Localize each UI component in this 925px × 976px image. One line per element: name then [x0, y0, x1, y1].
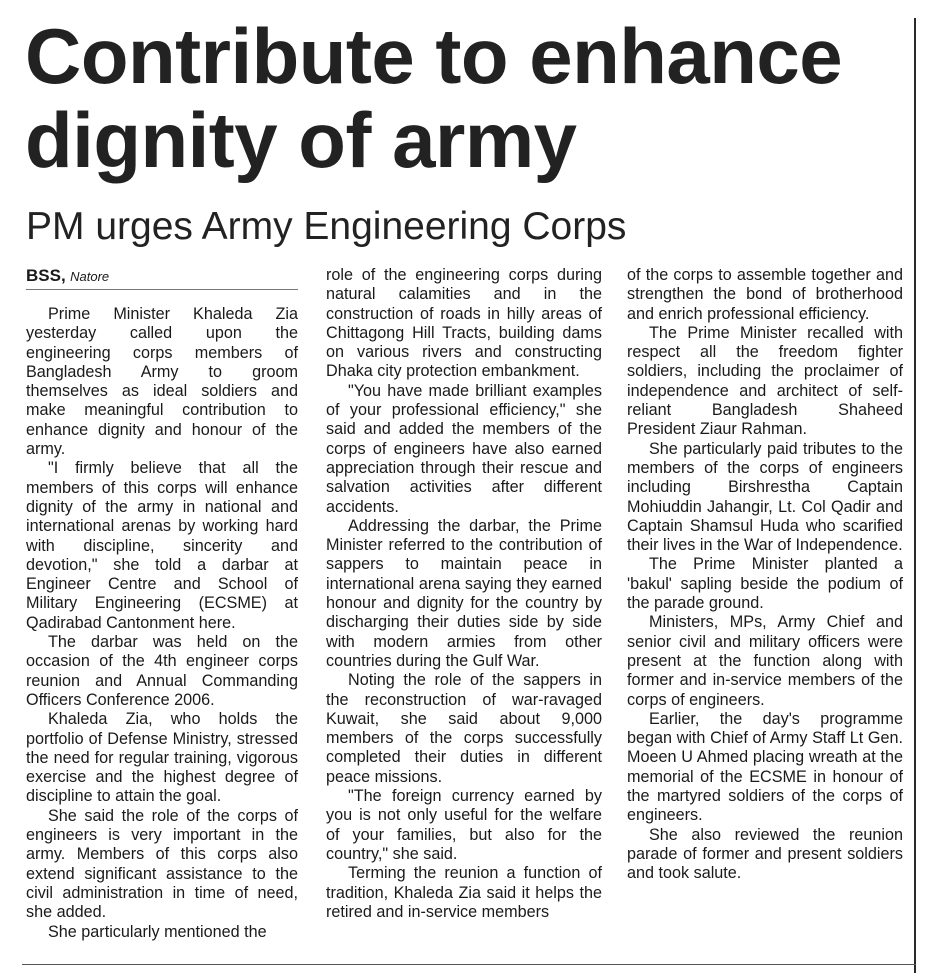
paragraph: "The foreign currency earned by you is not only useful for the welfare of your families, but also for the country," she said. [326, 787, 602, 863]
paragraph: She particularly paid tributes to the members of the corps of engineers including Birshrestha Captain Mohiuddin Jahangir, Lt. Col Qadir and Captain Shamsul Huda who scarified their lives in the War of Independence. [627, 439, 903, 555]
byline-rule [26, 289, 298, 290]
paragraph: The Prime Minister recalled with respect all the freedom fighter soldiers, including the proclaimer of independence and architect of self-reliant Bangladesh Shaheed President Ziaur Rahman. [627, 323, 903, 439]
article-column-1 [26, 305, 298, 942]
paragraph: Khaleda Zia, who holds the portfolio of Defense Ministry, stressed the need for regular training, vigorous exercise and the highest degree of discipline to attain the goal. [26, 710, 298, 806]
paragraph: She particularly mentioned the [48, 922, 267, 941]
paragraph: Noting the role of the sappers in the reconstruction of war-ravaged Kuwait, she said about 9,000 members of the corps successfully completed their duties in different peace missions. [326, 671, 602, 786]
page-rule-bottom [22, 964, 916, 965]
paragraph: Addressing the darbar, the Prime Minister referred to the contribution of sappers to maintain peace in international arena saying they earned honour and dignity for the country by discharging their duties side by side with modern armies from other countries during the Gulf War. [326, 516, 602, 670]
paragraph: role of the engineering corps during natural calamities and in the construction of roads in hilly areas of Chittagong Hill Tracts, building dams on various rivers and constructing Dhaka city protection embankment. [326, 266, 602, 381]
paragraph: "You have made brilliant examples of your professional efficiency," she said and added the members of the corps of engineers have also earned appreciation through their rescue and salvation activities after different accidents. [326, 381, 602, 516]
paragraph: of the corps to assemble together and strengthen the bond of brotherhood and enrich professional efficiency. [627, 266, 903, 323]
byline [26, 266, 298, 287]
column-rule-right [914, 18, 916, 973]
headline: Contribute to enhance dignity of army [25, 12, 843, 184]
paragraph: The darbar was held on the occasion of the 4th engineer corps reunion and Annual Commanding Officers Conference 2006. [26, 633, 298, 709]
article-column-3 [627, 266, 903, 884]
paragraph: She said the role of the corps of engineers is very important in the army. Members of this corps also extend significant assistance to the civil administration in time of need, she added. [26, 806, 298, 922]
paragraph: Earlier, the day's programme began with Chief of Army Staff Lt Gen. Moeen U Ahmed placing wreath at the memorial of the ECSME in honour of the martyred soldiers of the corps of engineers. [627, 709, 903, 825]
article-column-2 [326, 266, 602, 922]
paragraph: She also reviewed the reunion parade of former and present soldiers and took salute. [627, 825, 903, 883]
paragraph: Ministers, MPs, Army Chief and senior civil and military officers were present at the function along with former and in-service members of the corps of engineers. [627, 613, 903, 709]
paragraph: The Prime Minister planted a 'bakul' sapling beside the podium of the parade ground. [627, 555, 903, 613]
byline-agency: BSS, [26, 266, 66, 285]
paragraph: "I firmly believe that all the members of this corps will enhance dignity of the army in national and international arenas by working hard with discipline, sincerity and devotion," she told a darbar at Engineer Centre and School of Military Engineering (ECSME) at Qadirabad Cantonment here. [26, 459, 298, 632]
subheadline: PM urges Army Engineering Corps [26, 205, 627, 248]
paragraph: Terming the reunion a function of tradition, Khaleda Zia said it helps the retired and in-service members [326, 864, 602, 921]
paragraph: Prime Minister Khaleda Zia yesterday called upon the engineering corps members of Bangladesh Army to groom themselves as ideal soldiers and make meaningful contribution to enhance dignity and honour of the army. [26, 305, 298, 459]
byline-place: Natore [70, 269, 110, 284]
